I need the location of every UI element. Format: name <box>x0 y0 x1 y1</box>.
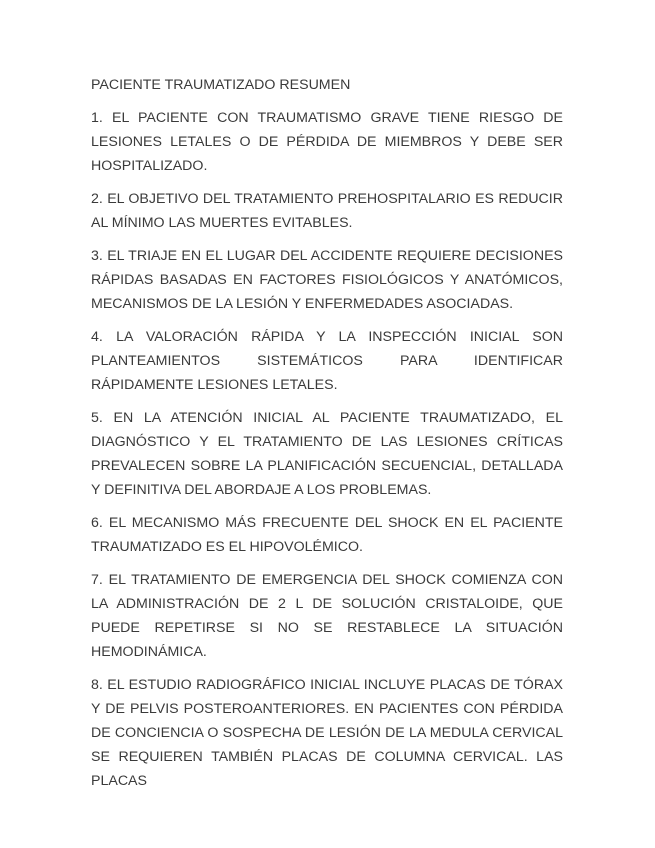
summary-point-8: 8. EL ESTUDIO RADIOGRÁFICO INICIAL INCLUYE PLACAS DE TÓRAX Y DE PELVIS POSTEROANTERIORES. EN PACIENTES CON PÉRDIDA DE CONCIENCIA O SOSPECHA DE LESIÓN DE LA MEDULA CERVICAL SE REQUIEREN TAMBIÉN PLACAS DE COLUMNA CERVICAL. LAS PLACAS <box>91 677 563 789</box>
document-title: PACIENTE TRAUMATIZADO RESUMEN <box>91 77 351 93</box>
summary-point-4: 4. LA VALORACIÓN RÁPIDA Y LA INSPECCIÓN INICIAL SON PLANTEAMIENTOS SISTEMÁTICOS PARA IDENTIFICAR RÁPIDAMENTE LESIONES LETALES. <box>91 329 563 393</box>
summary-point-6: 6. EL MECANISMO MÁS FRECUENTE DEL SHOCK EN EL PACIENTE TRAUMATIZADO ES EL HIPOVOLÉMICO. <box>91 515 563 555</box>
summary-point-1: 1. EL PACIENTE CON TRAUMATISMO GRAVE TIENE RIESGO DE LESIONES LETALES O DE PÉRDIDA DE MIEMBROS Y DEBE SER HOSPITALIZADO. <box>91 110 563 174</box>
summary-point-3: 3. EL TRIAJE EN EL LUGAR DEL ACCIDENTE REQUIERE DECISIONES RÁPIDAS BASADAS EN FACTORES FISIOLÓGICOS Y ANATÓMICOS, MECANISMOS DE LA LESIÓN Y ENFERMEDADES ASOCIADAS. <box>91 248 563 312</box>
summary-point-5: 5. EN LA ATENCIÓN INICIAL AL PACIENTE TRAUMATIZADO, EL DIAGNÓSTICO Y EL TRATAMIENTO DE LAS LESIONES CRÍTICAS PREVALECEN SOBRE LA PLANIFICACIÓN SECUENCIAL, DETALLADA Y DEFINITIVA DEL ABORDAJE A LOS PROBLEMAS. <box>91 410 563 498</box>
document-page <box>91 74 563 802</box>
summary-point-2: 2. EL OBJETIVO DEL TRATAMIENTO PREHOSPITALARIO ES REDUCIR AL MÍNIMO LAS MUERTES EVITABLES. <box>91 191 563 231</box>
summary-point-7: 7. EL TRATAMIENTO DE EMERGENCIA DEL SHOCK COMIENZA CON LA ADMINISTRACIÓN DE 2 L DE SOLUCIÓN CRISTALOIDE, QUE PUEDE REPETIRSE SI NO SE RESTABLECE LA SITUACIÓN HEMODINÁMICA. <box>91 572 563 660</box>
